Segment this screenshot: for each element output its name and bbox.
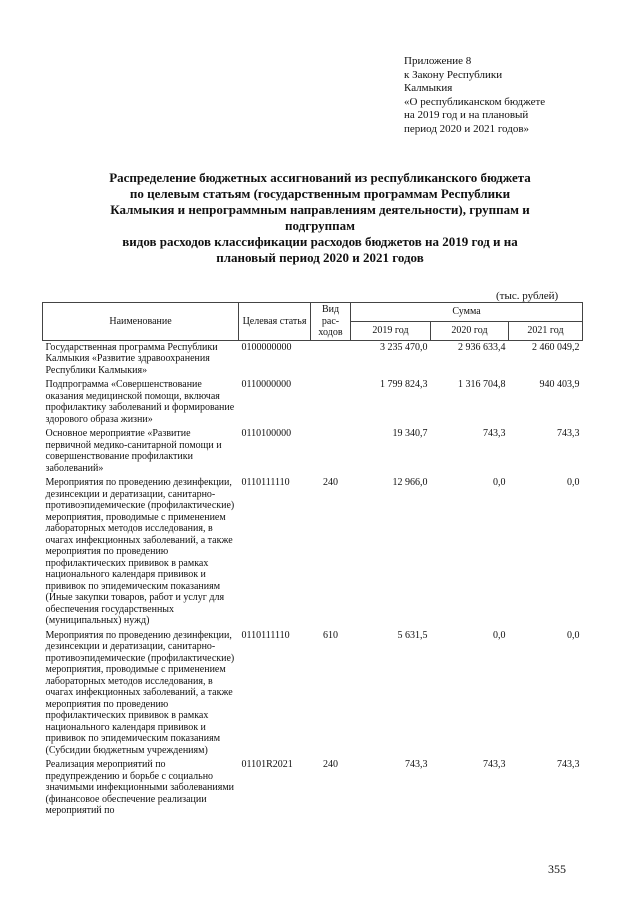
title-line: Калмыкия и непрограммным направлениям деятельности), группам и [110, 202, 530, 217]
row-code: 0100000000 [241, 341, 292, 353]
row-2020: 1 316 704,8 [458, 379, 506, 390]
table-row [43, 378, 583, 427]
header-2021: 2021 год [509, 321, 583, 340]
row-code: 0110111110 [241, 477, 290, 488]
title-line: плановый период 2020 и 2021 годов [216, 250, 424, 265]
budget-table [42, 302, 583, 819]
row-code: 0110100000 [241, 428, 292, 439]
header-code: Целевая статья [239, 303, 311, 341]
table-body [43, 340, 583, 819]
units-label: (тыс. рублей) [496, 290, 559, 302]
row-2019: 12 966,0 [392, 477, 428, 488]
row-vid [311, 427, 351, 476]
row-name: Государственная программа Республики Калмыкия «Развитие здравоохранения Республики Калмыкия» [45, 341, 218, 376]
header-2019: 2019 год [351, 321, 431, 340]
table-row [43, 476, 583, 629]
table-row [43, 629, 583, 759]
table-header [43, 303, 583, 341]
row-code: 0110111110 [241, 629, 290, 641]
appendix-line: к Закону Республики [404, 68, 503, 81]
appendix-line: период 2020 и 2021 годов» [404, 122, 530, 135]
row-name: Подпрограмма «Совершенствование оказания медицинской помощи, включая профилактику заболеваний и формирование здорового образа жизни» [45, 379, 235, 425]
title-line: видов расходов классификации расходов бюджетов на 2019 год и на [122, 234, 518, 249]
appendix-line: Приложение 8 [404, 55, 472, 67]
row-vid [311, 378, 351, 427]
row-2021: 0,0 [567, 477, 580, 488]
row-2020: 2 936 633,4 [458, 341, 506, 353]
row-2019: 5 631,5 [397, 629, 428, 641]
row-2021: 940 403,9 [539, 379, 580, 390]
document-title [60, 170, 580, 266]
row-name: Мероприятия по проведению дезинфекции, дезинсекции и дератизации, санитарно-противоэпидемические (профилактические) мероприятия, проводимые с применением лабораторных методов исследования, в очагах инфекционных заболеваний, а также мероприятия по проведению профилактических прививок в рамках национального календаря прививок и прививок по эпидемическим показаниям (Иные закупки товаров, работ и услуг для обеспечения государственных (муниципальных) нужд) [45, 477, 235, 626]
appendix-line: Калмыкия [404, 82, 453, 94]
header-2020: 2020 год [431, 321, 509, 340]
row-2021: 0,0 [567, 629, 580, 641]
row-2020: 743,3 [483, 428, 506, 439]
row-2019: 743,3 [405, 759, 428, 770]
header-sum: Сумма [351, 303, 583, 322]
appendix-note [404, 55, 594, 136]
row-vid: 240 [323, 477, 338, 488]
title-line: Распределение бюджетных ассигнований из республиканского бюджета [109, 170, 531, 185]
table-row [43, 340, 583, 378]
appendix-line: на 2019 год и на плановый [404, 109, 529, 121]
table-row [43, 758, 583, 819]
row-name: Реализация мероприятий по предупреждению и борьбе с социально значимыми инфекционными заболеваниями (финансовое обеспечение реализации мероприятий по [45, 759, 235, 816]
header-name: Наименование [43, 303, 239, 341]
row-2019: 1 799 824,3 [380, 379, 428, 390]
row-2021: 743,3 [557, 759, 580, 770]
row-vid [311, 340, 351, 378]
row-2019: 19 340,7 [392, 428, 428, 439]
row-2020: 0,0 [493, 477, 506, 488]
row-name: Основное мероприятие «Развитие первичной медико-санитарной помощи и совершенствование профилактики заболеваний» [45, 428, 222, 474]
row-2020: 743,3 [483, 759, 506, 770]
page-number: 355 [548, 862, 566, 876]
title-line: подгруппам [285, 218, 355, 233]
row-code: 0110000000 [241, 379, 292, 390]
row-vid: 240 [323, 759, 338, 770]
row-vid: 610 [323, 629, 338, 641]
row-code: 01101R2021 [241, 759, 293, 770]
row-2020: 0,0 [493, 629, 506, 641]
row-2019: 3 235 470,0 [380, 341, 428, 353]
appendix-line: «О республиканском бюджете [404, 95, 546, 108]
table-row [43, 427, 583, 476]
row-2021: 743,3 [557, 428, 580, 439]
row-2021: 2 460 049,2 [532, 341, 580, 353]
row-name: Мероприятия по проведению дезинфекции, дезинсекции и дератизации, санитарно-противоэпидемические (профилактические) мероприятия, проводимые с применением лабораторных методов исследования, в очагах инфекционных заболеваний, а также мероприятия по проведению профилактических прививок в рамках национального календаря прививок и прививок по эпидемическим показаниям (Субсидии бюджетным учреждениям) [45, 629, 235, 756]
title-line: по целевым статьям (государственным программам Республики [129, 186, 511, 201]
header-vid: Вид рас-ходов [311, 303, 351, 341]
